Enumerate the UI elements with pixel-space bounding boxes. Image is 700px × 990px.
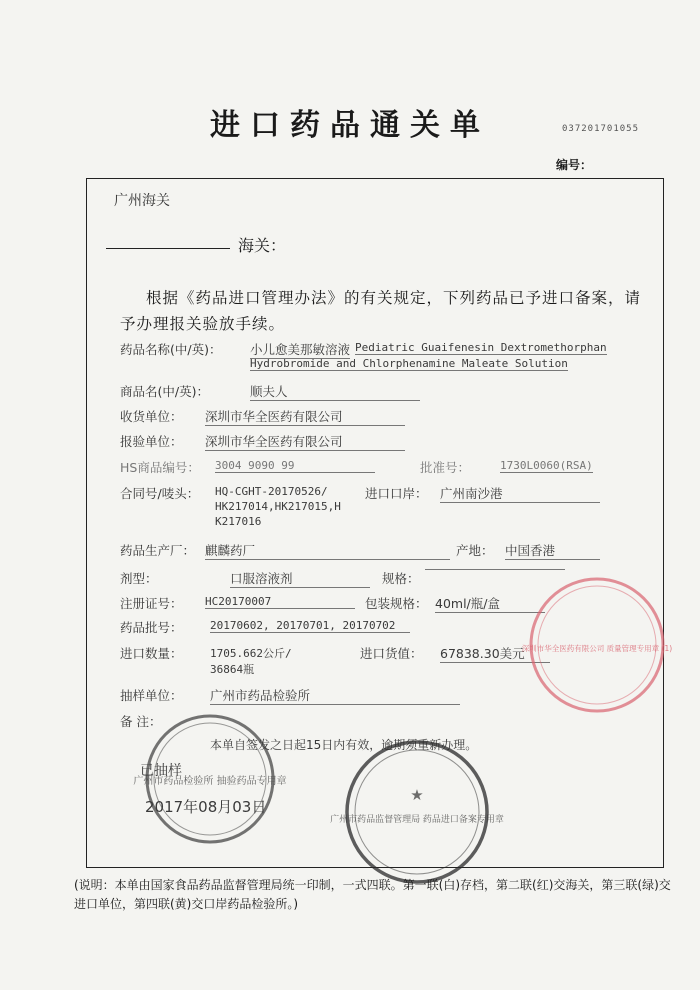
customs-blank-line	[106, 248, 230, 249]
qty-line-1: 1705.662公斤/	[210, 647, 292, 660]
value: 67838.30美元	[440, 644, 550, 663]
reg-no-label: 注册证号：	[120, 596, 183, 611]
origin: 中国香港	[505, 541, 600, 560]
sampled-note: 已抽样	[140, 763, 182, 779]
origin-label: 产地：	[456, 543, 494, 558]
inspection-unit-label: 报验单位：	[120, 434, 183, 449]
validity-note: 本单自签发之日起15日内有效，逾期须重新办理。	[210, 738, 478, 752]
contract-line-1: HQ-CGHT-20170526/	[215, 485, 328, 498]
lot-label: 药品批号：	[120, 620, 183, 635]
drug-name-cn: 小儿愈美那敏溶液	[250, 342, 351, 357]
sampling-unit: 广州市药品检验所	[210, 686, 460, 705]
value-label: 进口货值：	[360, 646, 423, 661]
document-number: 037201701055	[562, 124, 640, 134]
qty-line-2: 36864瓶	[210, 663, 255, 676]
dosage: 口服溶液剂	[230, 569, 370, 588]
contract-line-2: HK217014,HK217015,H	[215, 500, 341, 513]
contract-label: 合同号/唛头：	[120, 486, 200, 501]
spec-label: 规格：	[382, 571, 420, 586]
package: 40ml/瓶/盒	[435, 594, 545, 613]
batch-no-label: 批准号：	[420, 460, 471, 475]
package-label: 包装规格：	[365, 596, 428, 611]
consignee-label: 收货单位：	[120, 409, 183, 424]
hs-code: 3004 9090 99	[215, 459, 375, 473]
star-icon: ★	[410, 786, 424, 804]
issue-date: 2017年08月03日	[145, 798, 267, 816]
intro-paragraph	[120, 285, 650, 337]
sampling-stamp-text: 广州市药品检验所 抽验药品专用章	[133, 776, 287, 787]
dosage-label: 剂型：	[120, 571, 158, 586]
trade-name: 顺夫人	[250, 382, 420, 401]
customs-office: 广州海关	[114, 193, 170, 209]
intro-text: 根据《药品进口管理办法》的有关规定，下列药品已予进口备案，请予办理报关验放手续。	[120, 289, 642, 333]
company-stamp-text: 深圳市华全医药有限公司 质量管理专用章 (1)	[521, 644, 673, 653]
document-title: 进口药品通关单	[210, 108, 490, 143]
number-label: 编号：	[556, 158, 593, 172]
footer-note: (说明：本单由国家食品药品监督管理局统一印制，一式四联。第一联(白)存档，第二联(红)交海关，第三联(绿)交进口单位，第四联(黄)交口岸药品检验所。)	[74, 878, 671, 911]
qty-label: 进口数量：	[120, 646, 183, 661]
hs-code-label: HS商品编号：	[120, 460, 200, 475]
lot: 20170602, 20170701, 20170702	[210, 619, 410, 633]
sampling-label: 抽样单位：	[120, 688, 183, 703]
inspection-unit: 深圳市华全医药有限公司	[205, 432, 405, 451]
manufacturer-label: 药品生产厂：	[120, 543, 196, 558]
reg-no: HC20170007	[205, 595, 355, 609]
drug-name-en-1: Pediatric Guaifenesin Dextromethorphan	[355, 341, 607, 354]
port-label: 进口口岸：	[365, 486, 428, 501]
fda-stamp-text: 广州市药品监督管理局 药品进口备案专用章	[330, 815, 504, 825]
consignee: 深圳市华全医药有限公司	[205, 407, 405, 426]
drug-name-label: 药品名称(中/英)：	[120, 342, 222, 357]
drug-name-en-2: Hydrobromide and Chlorphenamine Maleate Solution	[250, 357, 568, 370]
spec	[425, 569, 565, 570]
fda-stamp	[330, 738, 504, 886]
trade-name-label: 商品名(中/英)：	[120, 384, 209, 399]
contract-line-3: K217016	[215, 515, 262, 528]
port: 广州南沙港	[440, 484, 600, 503]
remark-label: 备 注：	[120, 714, 162, 729]
batch-no: 1730L0060(RSA)	[500, 459, 593, 472]
manufacturer: 麒麟药厂	[205, 541, 450, 560]
customs-suffix: 海关：	[238, 236, 287, 255]
company-quality-stamp	[521, 575, 673, 715]
